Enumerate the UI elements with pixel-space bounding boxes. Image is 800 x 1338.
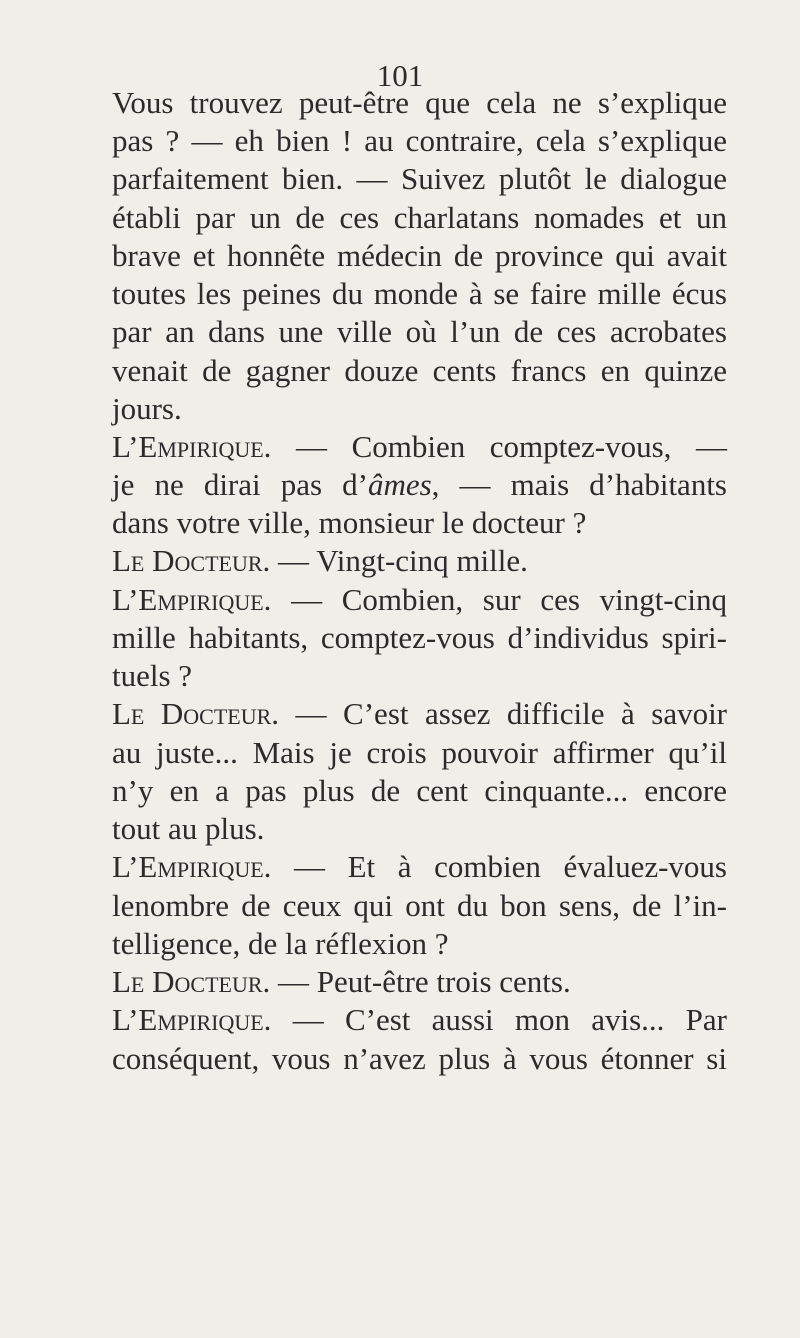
dialogue-text-3: — Combien, sur ces vingt-cinq: [291, 582, 727, 617]
text-line-2: pas ? — eh bien ! au contraire, cela s’explique: [112, 123, 727, 158]
speaker-docteur: Le Docteur.: [112, 696, 280, 731]
text-line-18: au juste... Mais je crois pouvoir affirmer qu’il: [112, 735, 727, 770]
text-line-15: mille habitants, comptez-vous d’individus spiri-: [112, 620, 727, 655]
dialogue-line-5: [112, 847, 727, 887]
text-line-26: conséquent, vous n’avez plus à vous étonner si: [112, 1041, 727, 1076]
page-number: 101: [376, 58, 424, 93]
text-line-19: n’y en a pas plus de cent cinquante... encore: [112, 773, 727, 808]
text-line-4: établi par un de ces charlatans nomades et un: [112, 200, 727, 235]
speaker-docteur: Le Docteur.: [112, 543, 271, 578]
text-line-11a: je ne dirai pas d’: [112, 467, 368, 502]
dialogue-text-1: — Combien comptez-vous, —: [296, 429, 727, 464]
text-line-6: toutes les peines du monde à se faire mille écus: [112, 276, 727, 311]
text-line-3: parfaitement bien. — Suivez plutôt le dialogue: [112, 161, 727, 196]
dialogue-line-6: [112, 962, 727, 1002]
text-line-7: par an dans une ville où l’un de ces acrobates: [112, 314, 727, 349]
dialogue-text-5: — Et à combien évaluez-vous: [294, 849, 727, 884]
speaker-empirique: L’Empirique.: [112, 582, 272, 617]
text-line-16: tuels ?: [112, 658, 193, 693]
speaker-empirique: L’Empirique.: [112, 849, 272, 884]
text-line-5: brave et honnête médecin de province qui avait: [112, 238, 727, 273]
text-line-9: jours.: [112, 391, 182, 426]
text-line-1: Vous trouvez peut-être que cela ne s’explique: [112, 85, 727, 120]
dialogue-text-4: — C’est assez difficile à savoir: [295, 696, 728, 731]
dialogue-line-3: [112, 580, 727, 620]
dialogue-line-2: [112, 541, 727, 581]
speaker-docteur: Le Docteur.: [112, 964, 271, 999]
dialogue-line-1: [112, 427, 727, 467]
text-line-11b: âmes: [367, 467, 432, 502]
text-line-22: lenombre de ceux qui ont du bon sens, de l’in-: [112, 888, 727, 923]
text-line-11c: , — mais d’habitants: [431, 467, 727, 502]
text-line-12: dans votre ville, monsieur le docteur ?: [112, 505, 587, 540]
text-line-11: [112, 465, 727, 505]
dialogue-text-7: — C’est aussi mon avis... Par: [292, 1002, 727, 1037]
speaker-empirique: L’Empirique.: [112, 1002, 272, 1037]
dialogue-line-7: [112, 1000, 727, 1040]
dialogue-text-6: — Peut-être trois cents.: [278, 964, 571, 999]
speaker-empirique: L’Empirique.: [112, 429, 272, 464]
text-line-20: tout au plus.: [112, 811, 265, 846]
text-line-23: telligence, de la réflexion ?: [112, 926, 449, 961]
dialogue-text-2: — Vingt-cinq mille.: [278, 543, 528, 578]
dialogue-line-4: [112, 694, 727, 734]
text-line-8: venait de gagner douze cents francs en quinze: [112, 353, 727, 388]
